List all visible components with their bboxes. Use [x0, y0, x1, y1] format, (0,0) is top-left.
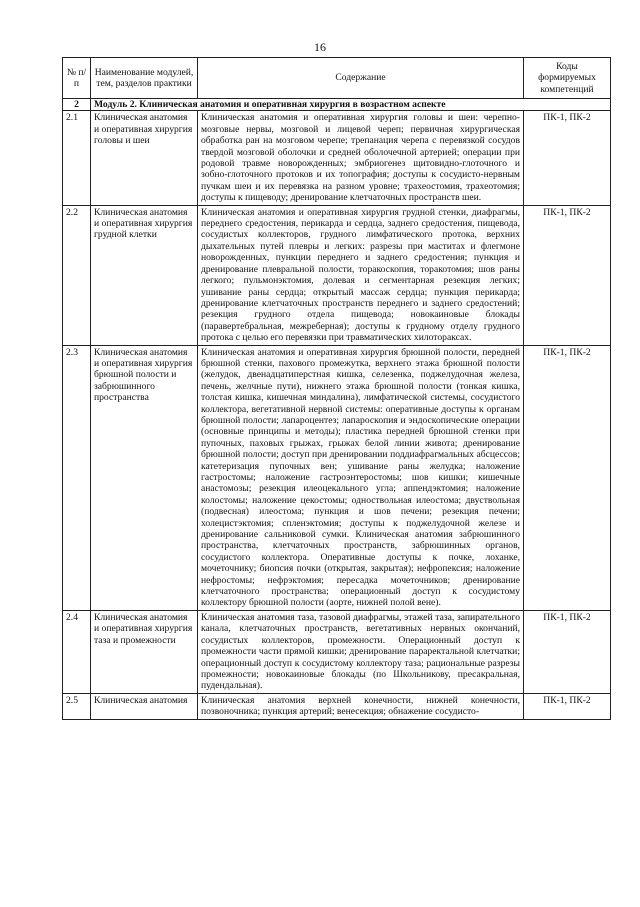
row-codes: ПК-1, ПК-2 — [524, 205, 611, 345]
row-codes: ПК-1, ПК-2 — [524, 111, 611, 205]
row-name: Клиническая анатомия и оперативная хирургия головы и шеи — [91, 111, 198, 205]
row-codes: ПК-1, ПК-2 — [524, 610, 611, 693]
header-codes: Коды формируемых компетенций — [524, 58, 611, 99]
curriculum-table — [62, 57, 611, 720]
header-name: Наименование модулей, тем, разделов практики — [91, 58, 198, 99]
table-row — [63, 345, 611, 610]
table-row — [63, 693, 611, 719]
row-name: Клиническая анатомия и оперативная хирургия грудной клетки — [91, 205, 198, 345]
module-num: 2 — [63, 99, 91, 111]
row-content: Клиническая анатомия таза, тазовой диафрагмы, этажей таза, запирательного канала, клетчаточных пространств, вегетативных нервных окончаний, сосудистых коллекторов, промежности. Операционный доступ к промежности части прямой кишки; дренирование параректальной клетчатки; операционный доступ к сосудистому коллектору таза; рациональные разрезы промежности; новокаиновые блокады (по Школьникову, пресакральная, пудендальная). — [198, 610, 524, 693]
table-row — [63, 111, 611, 205]
row-content: Клиническая анатомия верхней конечности, нижней конечности, позвоночника; пункция артерий; венесекция; обнажение сосудисто- — [198, 693, 524, 719]
row-num: 2.3 — [63, 345, 91, 610]
table-row — [63, 205, 611, 345]
row-codes: ПК-1, ПК-2 — [524, 345, 611, 610]
page-number: 16 — [314, 40, 326, 54]
row-num: 2.4 — [63, 610, 91, 693]
row-num: 2.1 — [63, 111, 91, 205]
row-num: 2.2 — [63, 205, 91, 345]
row-codes: ПК-1, ПК-2 — [524, 693, 611, 719]
row-content: Клиническая анатомия и оперативная хирургия головы и шеи: черепно-мозговые нервы, мозговой и лицевой череп; первичная хирургическая обработка ран на мозговом черепе; трепанация черепа с перевязкой сосудов твердой мозговой оболочки и средней оболочечной артерией; операции при родовой травме новорожденных; эмбриогенез щитовидно-глоточного и зобно-глоточного протоков и их топография; доступы к сосудисто-нервным пучкам шеи и их перевязка на разном уровне; трахеостомия, трахеотомия; доступы к пищеводу; дренирование клетчаточных пространств шеи. — [198, 111, 524, 205]
header-content: Содержание — [198, 58, 524, 99]
row-name: Клиническая анатомия и оперативная хирургия брюшной полости и забрюшинного пространства — [91, 345, 198, 610]
row-content: Клиническая анатомия и оперативная хирургия грудной стенки, диафрагмы, переднего средостения, перикарда и сердца, заднего средостения, пищевода, сосудистых коллекторов, грудного лимфатического протока, верхних дыхательных путей плевры и легких: разрезы при маститах и флегмоне новорожденных, пункции переднего и заднего средостения; пункция и дренирование плевральной полости, торакоскопия, торакотомия; шов раны легкого; пульмонэктомия, долевая и сегментарная резекция легких; ушивание раны сердца; открытый массаж сердца; пункция перикарда; дренирование клетчаточных пространств переднего и заднего средостений; резекция грудного отдела пищевода; новокаиновые блокады (паравертебральная, межреберная); доступы к грудному отделу грудного протока с целью его перевязки при травматических хилотораксах. — [198, 205, 524, 345]
table-header-row — [63, 58, 611, 99]
module-row — [63, 99, 611, 111]
row-content: Клиническая анатомия и оперативная хирургия брюшной полости, передней брюшной стенки, пахового промежутка, верхнего этажа брюшной полости (желудок, двенадцатиперстная кишка, селезенка, поджелудочная железа, печень, желчные пути), нижнего этажа брюшной полости (тонкая кишка, толстая кишка, кишечная миндалина), лимфатической системы, сосудистого коллектора, вегетативной нервной системы: оперативные доступы к органам брюшной полости; лапароцентез; лапароскопия и эндоскопические операции (основные принципы и методы); пластика передней брюшной стенки при пупочных, паховых грыжах, грыжах белой линии живота; дренирование брюшной полости; доступ при дренировании поддиафрагмальных абсцессов; катетеризация пупочных вен; ушивание раны желудка; наложение гастростомы; наложение гастроэнтеростомы; шов кишки; кишечные анастомозы; резекция илеоцекального угла; аппендэктомия; наложение колостомы; наложение цекостомы; одноствольная илеостома; двуствольная (подвесная) илеостома; пункция и шов печени; резекция печени; холецистэктомия; спленэктомия; доступы к поджелудочной железе и дренирование сальниковой сумки. Клиническая анатомия забрюшинного пространства, клетчаточных пространств, забрюшинных органов, сосудистого коллектора. Оперативные доступы к почке, лоханке, мочеточнику; биопсия почки (открытая, закрытая); нефропексия; наложение нефростомы; нефрэктомия; пересадка мочеточников; дренирование клетчаточного пространства; операционный доступ к сосудистому коллектору брюшной полости (аорте, нижней полой вене). — [198, 345, 524, 610]
row-name: Клиническая анатомия и оперативная хирургия таза и промежности — [91, 610, 198, 693]
row-num: 2.5 — [63, 693, 91, 719]
module-title: Модуль 2. Клиническая анатомия и оперативная хирургия в возрастном аспекте — [91, 99, 611, 111]
row-name: Клиническая анатомия — [91, 693, 198, 719]
table-row — [63, 610, 611, 693]
header-num: № п/п — [63, 58, 91, 99]
